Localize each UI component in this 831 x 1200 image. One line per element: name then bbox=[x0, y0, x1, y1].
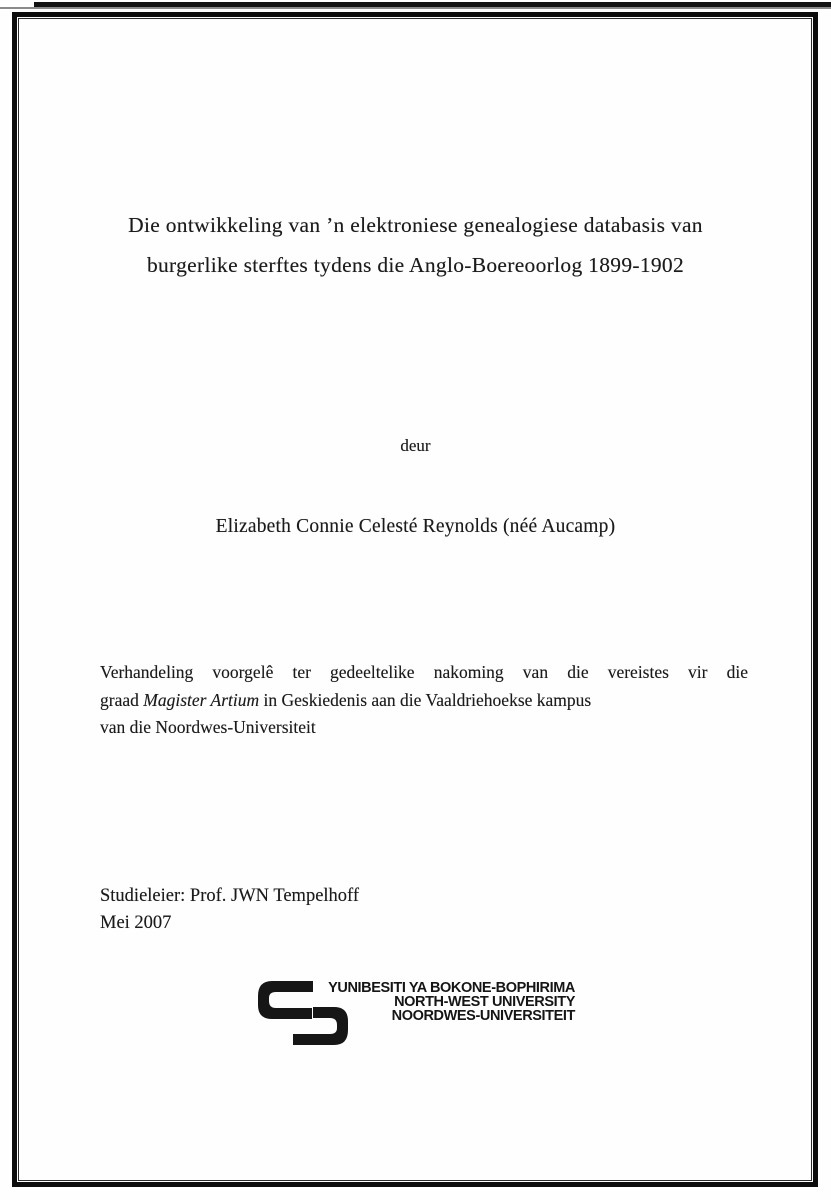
logo-line-setswana: YUNIBESITI YA BOKONE-BOPHIRIMA bbox=[328, 980, 575, 996]
date-line: Mei 2007 bbox=[100, 912, 172, 933]
degree-statement-line3: van die Noordwes-Universiteit bbox=[100, 717, 316, 737]
author-name: Elizabeth Connie Celesté Reynolds (néé Aucamp) bbox=[215, 516, 616, 537]
degree-line2-post: in Geskiedenis aan die Vaaldriehoekse kampus bbox=[259, 689, 592, 710]
supervisor-line: Studieleier: Prof. JWN Tempelhoff bbox=[100, 886, 360, 906]
degree-name-italic: Magister Artium bbox=[143, 689, 260, 710]
scan-artifact-line bbox=[34, 2, 831, 7]
supervisor-block bbox=[100, 883, 359, 936]
thesis-title-line2: burgerlike sterftes tydens die Anglo-Boereoorlog 1899-1902 bbox=[146, 253, 685, 277]
thesis-title bbox=[60, 205, 771, 285]
degree-statement-line2 bbox=[100, 687, 748, 715]
degree-statement-line1: Verhandeling voorgelê ter gedeeltelike nakoming van die vereistes vir die bbox=[100, 662, 748, 682]
degree-statement bbox=[100, 659, 748, 742]
degree-line2-pre: graad bbox=[100, 689, 144, 710]
logo-line-english: NORTH-WEST UNIVERSITY bbox=[394, 994, 575, 1010]
byline: deur bbox=[400, 436, 431, 455]
scan-artifact-thin-line bbox=[0, 7, 831, 9]
nwu-logo bbox=[256, 979, 578, 1051]
nwu-logo-text bbox=[318, 981, 575, 1023]
logo-line-afrikaans: NOORDWES-UNIVERSITEIT bbox=[391, 1008, 575, 1024]
thesis-title-line1: Die ontwikkeling van ’n elektroniese genealogiese databasis van bbox=[128, 213, 703, 237]
